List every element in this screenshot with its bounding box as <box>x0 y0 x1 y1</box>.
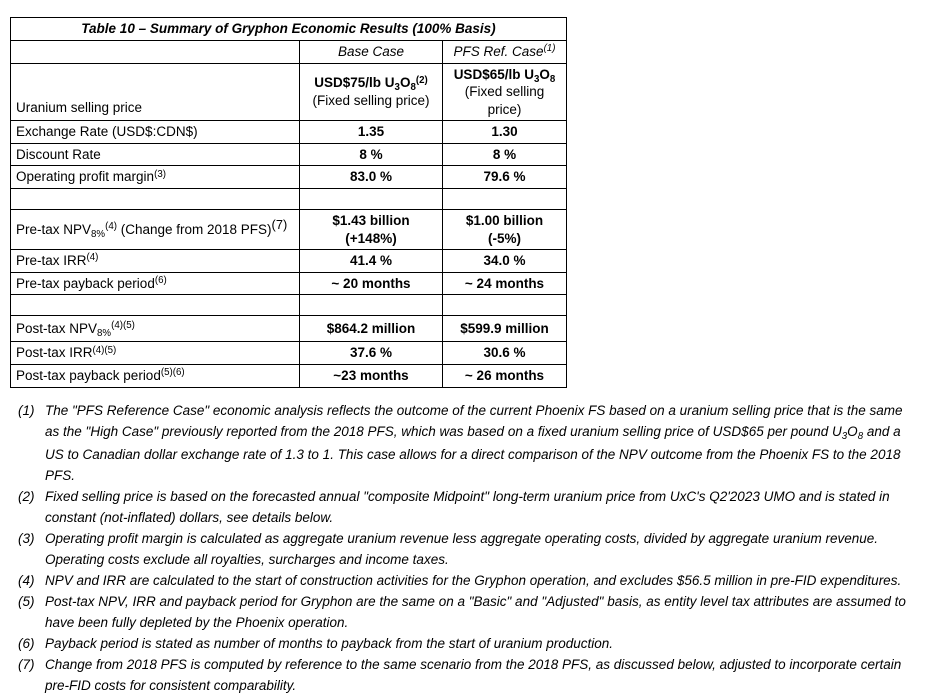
spacer-row <box>11 189 567 210</box>
row-label-operating-profit-margin: Operating profit margin$^{(3)}$ <box>11 166 300 189</box>
base-price-value: USD$75/lb $U_3O_8^{(2)}$ <box>314 74 428 94</box>
footnote-3 <box>18 528 916 570</box>
footnotes-list <box>18 400 916 696</box>
spacer-cell <box>443 189 567 210</box>
footnote-text: The "PFS Reference Case" economic analysis reflects the outcome of the current Phoenix FS based on a uranium selling price that is the same as the "High Case" previously reported from the 2018 PFS, which was based on a fixed uranium selling price of USD$65 per pound $U_3O_8$ and a US to Canadian dollar exchange rate of 1.3 to 1. This case allows for a direct comparison of the NPV outcome from the Phoenix FS to the 2018 PFS. <box>45 402 903 483</box>
row-label-pretax-irr: Pre-tax IRR$^{(4)}$ <box>11 250 300 273</box>
ref-discount-rate: 8 % <box>443 143 567 166</box>
ref-posttax-payback: ~ 26 months <box>443 365 567 388</box>
posttax-irr-row <box>11 342 567 365</box>
ref-pretax-irr: 34.0 % <box>443 250 567 273</box>
table-title-row <box>11 18 567 41</box>
footnote-text: Payback period is stated as number of months to payback from the start of uranium production. <box>45 635 614 651</box>
footnote-text: Fixed selling price is based on the forecasted annual "composite Midpoint" long-term uranium price from UxC's Q2'2023 UMO and is stated in constant (not-inflated) dollars, see details below. <box>45 488 890 525</box>
table-title: Table 10 – Summary of Gryphon Economic Results (100% Basis) <box>11 18 567 41</box>
footnote-1 <box>18 400 916 486</box>
footnote-text: Operating profit margin is calculated as aggregate uranium revenue less aggregate operating costs, divided by aggregate uranium revenue. Operating costs exclude all royalties, surcharges and income taxes. <box>45 530 878 567</box>
header-empty-cell <box>11 41 300 64</box>
row-label-posttax-irr: Post-tax $IRR^{(4)(5)}$ <box>11 342 300 365</box>
footnote-text: Change from 2018 PFS is computed by reference to the same scenario from the 2018 PFS, as discussed below, adjusted to incorporate certain pre-FID costs for consistent comparability. <box>45 656 902 693</box>
base-pretax-payback: ~ 20 months <box>300 272 443 295</box>
base-pretax-npv: $1.43 billion (+148%) <box>300 210 443 250</box>
base-price-note: (Fixed selling price) <box>312 93 430 109</box>
discount-rate-row <box>11 143 567 166</box>
footnote-number: (5) <box>18 593 35 609</box>
header-base-case: Base Case <box>300 41 443 64</box>
base-pretax-irr: 41.4 % <box>300 250 443 273</box>
base-exchange-rate: 1.35 <box>300 121 443 144</box>
footnote-2 <box>18 486 916 528</box>
footnote-number: (4) <box>18 572 35 588</box>
ref-pretax-npv: $1.00 billion (-5%) <box>443 210 567 250</box>
pretax-npv-row <box>11 210 567 250</box>
posttax-payback-row <box>11 365 567 388</box>
ref-pretax-payback: ~ 24 months <box>443 272 567 295</box>
base-uranium-price-cell <box>300 63 443 121</box>
footnote-7 <box>18 654 916 696</box>
footnote-6 <box>18 633 916 654</box>
footnote-number: (6) <box>18 635 35 651</box>
spacer-cell <box>300 189 443 210</box>
ref-posttax-npv: $599.9 million <box>443 316 567 342</box>
row-label-uranium-selling-price: Uranium selling price <box>11 63 300 121</box>
row-label-pretax-npv: Pre-tax $NPV_{8\%}^{(4)}$ (Change from 2018 PFS)(7) <box>11 210 300 250</box>
row-label-exchange-rate: Exchange Rate (USD$:CDN$) <box>11 121 300 144</box>
footnote-number: (2) <box>18 488 35 504</box>
ref-uranium-price-cell <box>443 63 567 121</box>
footnote-4 <box>18 570 916 591</box>
uranium-selling-price-row <box>11 63 567 121</box>
base-operating-profit-margin: 83.0 % <box>300 166 443 189</box>
base-discount-rate: 8 % <box>300 143 443 166</box>
ref-price-value: USD$65/lb $U_3O_8$ <box>453 66 556 85</box>
spacer-row <box>11 295 567 316</box>
ref-exchange-rate: 1.30 <box>443 121 567 144</box>
spacer-cell <box>443 295 567 316</box>
footnote-number: (7) <box>18 656 35 672</box>
ref-price-note: (Fixed selling price) <box>464 84 545 117</box>
ref-operating-profit-margin: 79.6 % <box>443 166 567 189</box>
row-label-pretax-payback: Pre-tax payback period$^{(6)}$ <box>11 272 300 295</box>
row-label-posttax-npv: Post-tax $NPV_{8\%}^{(4)(5)}$ <box>11 316 300 342</box>
ref-posttax-irr: 30.6 % <box>443 342 567 365</box>
economic-results-table <box>10 17 567 388</box>
row-label-posttax-payback: Post-tax payback period$^{(5)(6)}$ <box>11 365 300 388</box>
header-pfs-ref-case: PFS Ref. Case$^{(1)}$ <box>443 41 567 64</box>
case-header-row <box>11 41 567 64</box>
row-label-discount-rate: Discount Rate <box>11 143 300 166</box>
posttax-npv-row <box>11 316 567 342</box>
base-posttax-irr: 37.6 % <box>300 342 443 365</box>
footnote-number: (3) <box>18 530 35 546</box>
footnote-text: NPV and IRR are calculated to the start of construction activities for the Gryphon operation, and excludes $56.5 million in pre-FID expenditures. <box>45 572 902 588</box>
exchange-rate-row <box>11 121 567 144</box>
footnote-5 <box>18 591 916 633</box>
pretax-irr-row <box>11 250 567 273</box>
spacer-cell <box>300 295 443 316</box>
footnote-text: Post-tax NPV, IRR and payback period for Gryphon are the same on a "Basic" and "Adjusted" basis, as entity level tax attributes are assumed to have been fully depleted by the Phoenix operation. <box>45 593 906 630</box>
pretax-payback-row <box>11 272 567 295</box>
footnote-number: (1) <box>18 402 35 418</box>
spacer-cell <box>11 189 300 210</box>
base-posttax-npv: $864.2 million <box>300 316 443 342</box>
spacer-cell <box>11 295 300 316</box>
operating-profit-margin-row <box>11 166 567 189</box>
base-posttax-payback: ~23 months <box>300 365 443 388</box>
